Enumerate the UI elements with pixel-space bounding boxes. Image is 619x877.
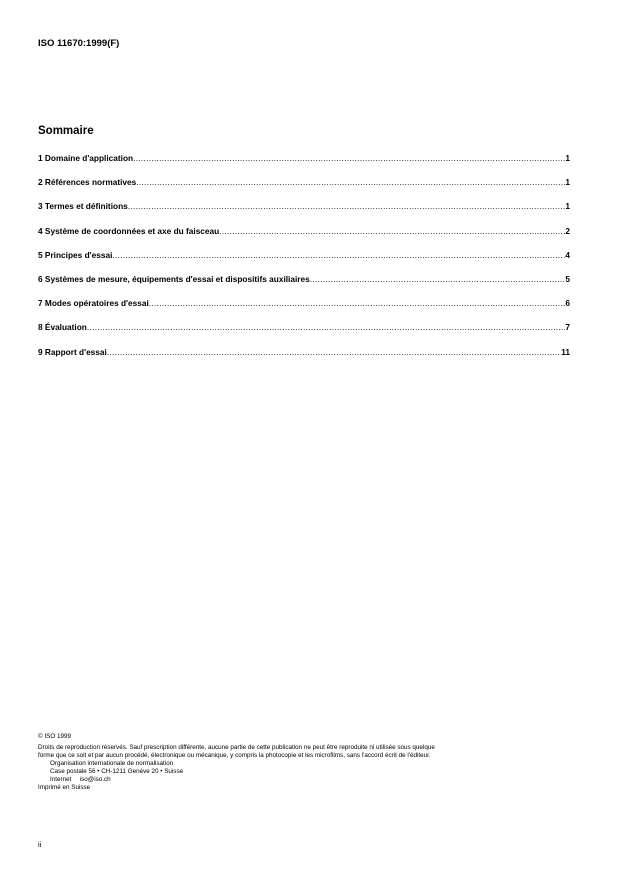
internet-line bbox=[38, 776, 578, 784]
toc-entry-label: 7 Modes opératoires d'essai bbox=[38, 298, 149, 309]
toc-entry-label: 3 Termes et définitions bbox=[38, 201, 128, 212]
copyright-notice: © ISO 1999 bbox=[38, 733, 71, 740]
toc-entry[interactable] bbox=[38, 347, 570, 371]
toc-entry-page: 7 bbox=[565, 322, 570, 333]
copyright-block bbox=[38, 733, 578, 792]
toc-entry-label: 1 Domaine d'application bbox=[38, 153, 134, 163]
toc-entry-label: 6 Systèmes de mesure, équipements d'essai et dispositifs auxiliaires bbox=[38, 273, 310, 284]
toc-entry-label: 2 Références normatives bbox=[38, 177, 137, 188]
toc-leader-dots bbox=[87, 322, 566, 332]
toc-leader-dots bbox=[128, 201, 566, 211]
toc-entry-label: 9 Rapport d'essai bbox=[38, 346, 107, 357]
rights-text-line: forme que ce soit et par aucun procédé, électronique ou mécanique, y compris la photocopie et les microfilms, sans l'accord écrit de l'éditeur. bbox=[38, 752, 431, 759]
toc-leader-dots bbox=[219, 226, 565, 236]
page-number: ii bbox=[38, 840, 42, 849]
organisation-name: Organisation internationale de normalisation bbox=[50, 760, 174, 767]
toc-entry[interactable] bbox=[38, 322, 570, 346]
document-id: ISO 11670:1999(F) bbox=[38, 38, 120, 49]
postal-address: Case postale 56 • CH-1211 Genève 20 • Suisse bbox=[50, 768, 184, 775]
toc-entry[interactable] bbox=[38, 250, 570, 274]
email-link[interactable]: iso@iso.ch bbox=[79, 776, 111, 783]
printed-in: Imprimé en Suisse bbox=[38, 784, 91, 791]
toc-leader-dots bbox=[107, 347, 561, 357]
toc-leader-dots bbox=[136, 177, 565, 187]
toc-leader-dots bbox=[149, 298, 566, 308]
toc-leader-dots bbox=[310, 274, 566, 284]
toc-entry-page: 6 bbox=[565, 298, 570, 309]
toc-leader-dots bbox=[112, 250, 565, 260]
toc-entry-label: 8 Évaluation bbox=[38, 322, 87, 333]
toc-entry-page: 4 bbox=[565, 249, 570, 260]
toc-entry-page: 1 bbox=[565, 177, 570, 188]
internet-label: Internet bbox=[50, 776, 72, 783]
toc-entry[interactable] bbox=[38, 153, 570, 177]
toc-entry-page: 2 bbox=[565, 225, 570, 236]
toc-entry[interactable] bbox=[38, 177, 570, 201]
toc-entry-page: 5 bbox=[565, 273, 570, 284]
table-of-contents bbox=[38, 153, 570, 371]
toc-entry-page: 1 bbox=[565, 201, 570, 212]
toc-entry[interactable] bbox=[38, 226, 570, 250]
toc-entry-page: 11 bbox=[561, 346, 570, 357]
toc-entry[interactable] bbox=[38, 274, 570, 298]
rights-text-line: Droits de reproduction réservés. Sauf prescription différente, aucune partie de cette publication ne peut être reproduite ni utilisée sous quelque bbox=[38, 744, 435, 751]
toc-entry[interactable] bbox=[38, 201, 570, 225]
toc-entry-label: 4 Système de coordonnées et axe du faisceau bbox=[38, 225, 220, 236]
toc-title: Sommaire bbox=[38, 125, 94, 137]
toc-entry-page: 1 bbox=[565, 153, 570, 163]
toc-entry-label: 5 Principes d'essai bbox=[38, 249, 113, 260]
toc-entry[interactable] bbox=[38, 298, 570, 322]
toc-leader-dots bbox=[133, 153, 565, 163]
